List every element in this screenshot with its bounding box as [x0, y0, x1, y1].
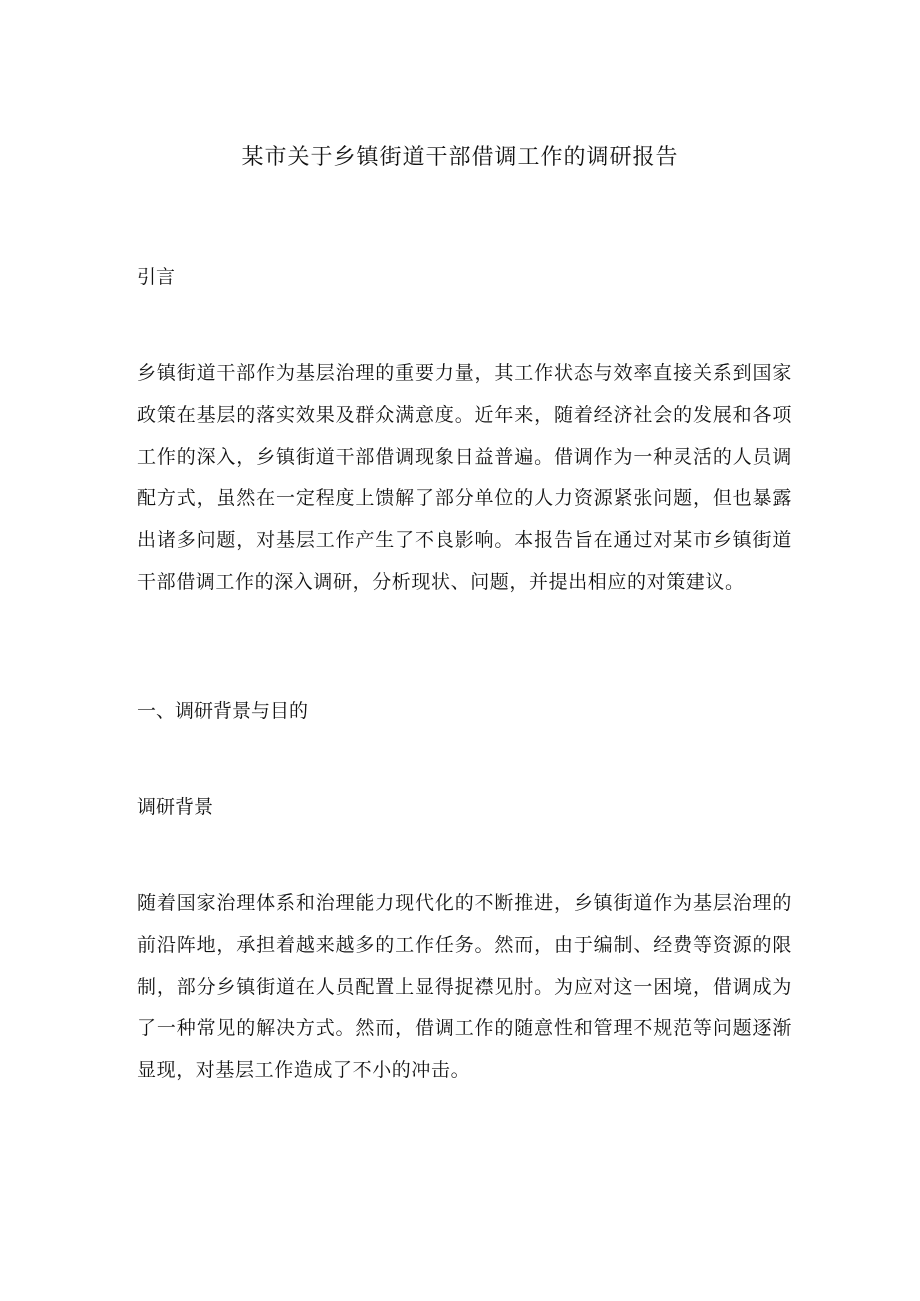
- background-heading: 调研背景: [137, 796, 214, 818]
- intro-paragraph: 乡镇街道干部作为基层治理的重要力量，其工作状态与效率直接关系到国家政策在基层的落实效果及群众满意度。近年来，随着经济社会的发展和各项工作的深入，乡镇街道干部借调现象日益普遍。借调作为一种灵活的人员调配方式，虽然在一定程度上馈解了部分单位的人力资源紧张问题，但也暴露出诸多问题，对基层工作产生了不良影响。本报告旨在通过对某市乡镇街道干部借调工作的深入调研，分析现状、问题，并提出相应的对策建议。: [137, 362, 792, 593]
- background-paragraph: 随着国家治理体系和治理能力现代化的不断推进，乡镇街道作为基层治理的前沿阵地，承担着越来越多的工作任务。然而，由于编制、经费等资源的限制，部分乡镇街道在人员配置上显得捉襟见肘。为应对这一困境，借调成为了一种常见的解决方式。然而，借调工作的随意性和管理不规范等问题逐渐显现，对基层工作造成了不小的冲击。: [137, 892, 792, 1082]
- section-1-heading: 一、调研背景与目的: [137, 700, 309, 722]
- document-title: 某市关于乡镇街道干部借调工作的调研报告: [241, 145, 679, 170]
- intro-heading: 引言: [137, 266, 176, 288]
